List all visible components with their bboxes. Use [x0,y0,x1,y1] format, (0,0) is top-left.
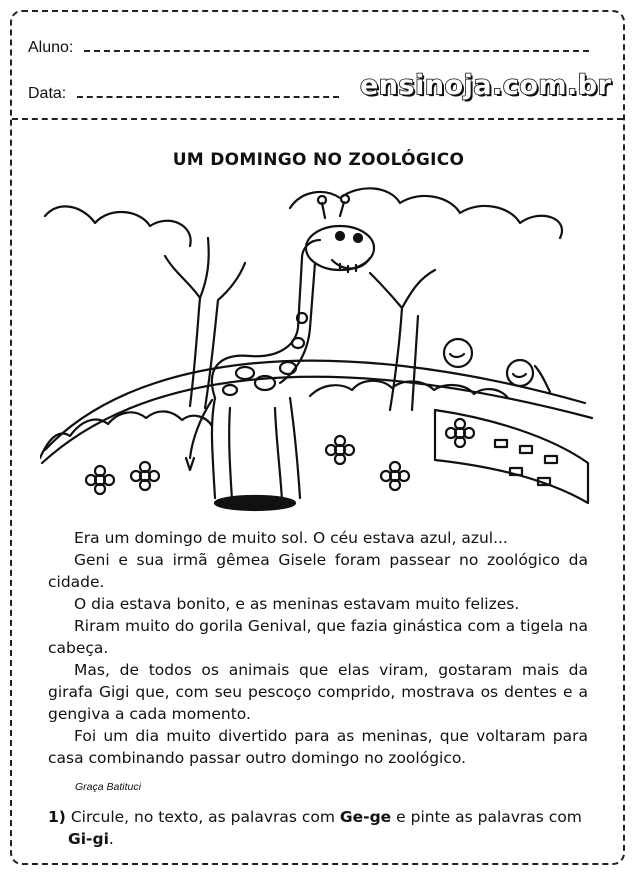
date-field[interactable] [28,84,339,103]
question-text-a: Circule, no texto, as palavras com [70,808,335,826]
exercise-question [48,806,588,850]
giraffe-tail-tip [186,458,194,470]
header-divider [12,118,623,120]
giraffe-neck-back [212,240,320,398]
fence [435,410,588,503]
flower [446,419,474,447]
question-end: . [108,830,114,848]
paragraph: Era um domingo de muito sol. O céu estava azul, azul... [74,529,508,547]
giraffe-eye [354,234,362,242]
paragraph: Geni e sua irmã gêmea Gisele foram passear no zoológico da cidade. [48,551,588,591]
giraffe-zoo-illustration [40,178,600,523]
child-right-smile [513,374,526,377]
giraffe-smile [332,258,370,268]
bush-left [40,411,212,458]
giraffe-spot [236,367,254,379]
giraffe-tail [190,400,212,458]
flower [326,436,354,464]
giraffe-shadow [215,496,295,510]
student-field[interactable] [28,38,589,57]
tree-right-trunk [370,270,435,410]
date-line[interactable] [77,84,339,98]
giraffe-spot [223,385,237,395]
child-right-head [507,360,533,386]
question-highlight-ge: Ge-ge [339,808,392,826]
page-title: UM DOMINGO NO ZOOLÓGICO [172,150,465,170]
date-label: Data: [28,85,67,102]
fence-brick [545,456,557,463]
story-text [48,527,588,769]
giraffe-spot [292,338,304,348]
child-left-smile [450,354,464,357]
child-left-head [444,339,472,367]
giraffe-ossicones [322,202,344,218]
giraffe-spot [280,362,296,374]
giraffe-eye [336,232,344,240]
student-label: Aluno: [28,39,74,56]
flower [381,462,409,490]
fence-brick [510,468,522,475]
flower [131,462,159,490]
brand-logo: ensinoja.com.br [360,70,612,101]
tree-right-canopy [290,188,562,238]
child-right-ponytail [535,366,550,392]
giraffe-legs [212,398,300,500]
paragraph: Foi um dia muito divertido para as meninas, que voltaram para casa combinando passar outro domingo no zoológico. [48,727,588,767]
question-number: 1) [48,808,66,826]
paragraph: Riram muito do gorila Genival, que fazia ginástica com a tigela na cabeça. [48,617,588,657]
flower [86,466,114,494]
fence-brick [520,446,532,453]
hill-back-line [45,361,585,450]
paragraph: Mas, de todos os animais que elas viram, gostaram mais da girafa Gigi que, com seu pescoço comprido, mostrava os dentes e a gengiva a cada momento. [48,661,588,723]
tree-left-canopy [45,206,191,246]
question-text-b: e pinte as palavras com [396,808,582,826]
student-line[interactable] [84,38,589,52]
question-highlight-gi: Gi-gi [68,830,109,848]
author-credit: Graça Batituci [75,781,141,793]
fence-brick [495,440,507,447]
paragraph: O dia estava bonito, e as meninas estavam muito felizes. [74,595,520,613]
